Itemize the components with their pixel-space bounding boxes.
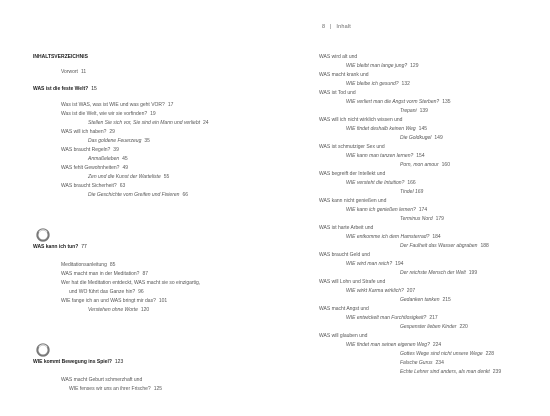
toc-entry-title: Echte Lehrer sind anders, als man denkt xyxy=(400,369,490,375)
toc-entry-title: WAS ist schmutziger Sex und xyxy=(319,144,385,150)
toc-entry-title: WIE kann man tanzen lernen? xyxy=(346,153,414,159)
toc-entry xyxy=(319,225,373,231)
toc-entry-page: 234 xyxy=(435,360,444,366)
toc-entry-title: Das goldene Feuerzeug xyxy=(88,138,142,144)
toc-entry-page: 239 xyxy=(492,369,502,375)
toc-entry xyxy=(346,234,441,240)
toc-entry-title: Trepani xyxy=(400,108,417,114)
toc-entry xyxy=(319,90,356,96)
toc-entry-title: WIE entwickelt man Furchtlosigkeit? xyxy=(346,315,427,321)
toc-entry-title: WIE kann ich genießen lernen? xyxy=(346,207,416,213)
toc-entry-page: 228 xyxy=(485,351,494,357)
toc-entry xyxy=(88,138,150,144)
toc-entry-title: WAS wird alt und xyxy=(319,54,358,60)
toc-entry xyxy=(400,369,501,375)
toc-entry xyxy=(88,156,128,162)
toc-entry-title: Verstehen ohne Worte xyxy=(88,307,138,313)
toc-entry xyxy=(346,153,425,159)
toc-entry-page: 132 xyxy=(401,81,410,87)
toc-entry xyxy=(33,54,88,60)
toc-entry-title: Tindel 169 xyxy=(400,189,424,195)
toc-entry-page: 199 xyxy=(468,270,478,276)
toc-entry-page: 160 xyxy=(441,162,450,168)
toc-entry-title: WAS ist Tod und xyxy=(319,90,356,96)
toc-entry-page: 135 xyxy=(442,99,451,105)
toc-entry xyxy=(400,270,477,276)
toc-entry-title: Gedanken tanken xyxy=(400,297,440,303)
toc-entry xyxy=(400,216,444,222)
toc-entry xyxy=(319,333,367,339)
toc-entry-title: WAS kann nicht genießen und xyxy=(319,198,387,204)
toc-entry-page: 149 xyxy=(434,135,443,141)
toc-entry-title: WAS will ich nicht wirklich wissen und xyxy=(319,117,403,123)
toc-entry-title: Meditationsanleitung xyxy=(61,262,107,268)
toc-entry-title: WAS kann ich tun? xyxy=(33,244,79,250)
header-page-number: 8 xyxy=(322,24,326,30)
toc-entry-page: 39 xyxy=(113,147,119,153)
toc-entry-title: WAS macht Angst und xyxy=(319,306,369,312)
toc-entry-title: WIE bleibe ich gesund? xyxy=(346,81,399,87)
toc-entry-title: Porn, mon amour xyxy=(400,162,439,168)
toc-entry xyxy=(319,198,386,204)
toc-entry xyxy=(400,243,489,249)
toc-entry xyxy=(346,63,419,69)
toc-entry xyxy=(61,262,115,268)
toc-entry-page: 77 xyxy=(81,244,87,250)
toc-entry-page: 19 xyxy=(150,111,156,117)
toc-entry-page: 87 xyxy=(142,271,149,277)
toc-entry xyxy=(33,359,123,365)
toc-entry xyxy=(61,69,86,75)
toc-entry xyxy=(319,117,402,123)
toc-entry xyxy=(61,377,142,383)
toc-entry xyxy=(61,129,115,135)
toc-entry xyxy=(400,162,450,168)
toc-entry-title: WAS will ich haben? xyxy=(61,129,107,135)
toc-entry xyxy=(61,165,128,171)
toc-entry-title: Die Goldkugel xyxy=(400,135,432,141)
toc-entry xyxy=(88,174,169,180)
toc-entry-title: WIE wirkt Karma wirklich? xyxy=(346,288,404,294)
toc-entry xyxy=(346,261,403,267)
toc-entry xyxy=(400,324,468,330)
toc-entry-title: WIE versteht die Intuition? xyxy=(346,180,405,186)
toc-entry xyxy=(346,315,438,321)
toc-entry xyxy=(319,144,385,150)
toc-entry xyxy=(400,297,451,303)
toc-entry-title: WIE bleibt man lange jung? xyxy=(346,63,408,69)
toc-entry-page: 85 xyxy=(109,262,116,268)
toc-entry xyxy=(33,244,87,250)
toc-entry xyxy=(69,386,162,392)
toc-entry-page: 123 xyxy=(114,359,124,365)
toc-entry-page: 224 xyxy=(432,342,442,348)
toc-entry xyxy=(61,183,125,189)
toc-entry-page: 66 xyxy=(182,192,188,198)
toc-entry-title: WAS fehlt Gewohnheiten? xyxy=(61,165,120,171)
toc-entry-title: WAS ist harte Arbeit und xyxy=(319,225,374,231)
toc-entry xyxy=(346,99,451,105)
toc-entry-page: 174 xyxy=(418,207,428,213)
toc-entry-title: WAS macht Geburt schmerzhaft und xyxy=(61,377,143,383)
toc-entry-title: WIE findet man seinen eigenen Weg? xyxy=(346,342,430,348)
lotus-icon-1 xyxy=(36,228,50,242)
toc-entry xyxy=(319,252,370,258)
toc-entry-title: Stellen Sie sich vor, Sie sind ein Mann und verliebt xyxy=(88,120,201,126)
toc-entry xyxy=(61,280,200,286)
toc-entry-title: WAS will Lohn und Strafe und xyxy=(319,279,386,285)
toc-entry-title: Wer hat die Meditation entdeckt, WAS macht sie so einzigartig, xyxy=(61,280,201,286)
toc-entry-page: 63 xyxy=(119,183,126,189)
toc-entry xyxy=(400,135,443,141)
toc-entry-title: Die Geschichte vom Greifen und Fixieren xyxy=(88,192,180,198)
toc-entry-title: WAS ist die feste Welt? xyxy=(33,86,89,92)
toc-entry-page: 15 xyxy=(91,86,97,92)
toc-entry-title: Was ist die Welt, wie wir sie vorfinden? xyxy=(61,111,148,117)
toc-entry xyxy=(346,342,441,348)
toc-entry xyxy=(346,288,415,294)
toc-entry-page: 24 xyxy=(203,120,209,126)
toc-entry-page: 45 xyxy=(122,156,128,162)
toc-entry xyxy=(400,108,428,114)
toc-entry xyxy=(61,271,148,277)
toc-entry-title: WIE verliert man die Angst vorm Sterben? xyxy=(346,99,440,105)
toc-entry-page: 17 xyxy=(167,102,174,108)
toc-entry-page: 35 xyxy=(144,138,150,144)
toc-entry-page: 139 xyxy=(419,108,428,114)
toc-entry-page: 188 xyxy=(480,243,489,249)
toc-entry-title: Gottes Wege sind nicht unsere Wege xyxy=(400,351,483,357)
toc-entry-page: 120 xyxy=(140,307,150,313)
toc-entry-title: Vorwort xyxy=(61,69,78,75)
toc-entry-page: 217 xyxy=(429,315,438,321)
toc-entry xyxy=(319,306,369,312)
toc-entry-page: 55 xyxy=(163,174,170,180)
toc-entry xyxy=(61,298,167,304)
toc-entry-page: 166 xyxy=(407,180,416,186)
toc-entry xyxy=(400,189,423,195)
toc-entry-page: 184 xyxy=(432,234,441,240)
toc-entry-page: 49 xyxy=(122,165,129,171)
toc-entry-page: 154 xyxy=(416,153,425,159)
toc-entry-title: WAS braucht Regeln? xyxy=(61,147,111,153)
toc-entry xyxy=(400,360,444,366)
toc-entry xyxy=(319,72,369,78)
toc-entry xyxy=(88,307,149,313)
toc-entry-title: Gespenster lieben Kinder xyxy=(400,324,457,330)
toc-entry-title: Der Faulheit das Wasser abgraben xyxy=(400,243,478,249)
toc-entry-title: Was ist WAS, was ist WIE und was geht VOR? xyxy=(61,102,165,108)
toc-entry-page: 125 xyxy=(153,386,163,392)
toc-entry-title: WIE fange ich an und WAS bringt mir das? xyxy=(61,298,156,304)
header-separator: | xyxy=(330,24,332,30)
header-title: Inhalt xyxy=(336,24,352,30)
toc-entry-page: 11 xyxy=(80,69,87,75)
toc-entry-title: WAS macht krank und xyxy=(319,72,369,78)
toc-entry-page: 179 xyxy=(435,216,444,222)
toc-entry xyxy=(319,171,385,177)
toc-entry xyxy=(346,126,427,132)
toc-entry-page: 194 xyxy=(395,261,404,267)
toc-entry xyxy=(61,111,156,117)
toc-entry-title: INHALTSVERZEICHNIS xyxy=(33,54,88,60)
toc-entry-title: Falsche Gurus xyxy=(400,360,433,366)
toc-entry xyxy=(88,120,209,126)
toc-entry-page: 220 xyxy=(459,324,468,330)
toc-entry xyxy=(346,81,410,87)
toc-entry xyxy=(319,279,385,285)
toc-entry xyxy=(61,102,173,108)
toc-entry-page: 145 xyxy=(418,126,428,132)
toc-entry-title: WIE entkomme ich dem Hamsterrad? xyxy=(346,234,430,240)
toc-entry xyxy=(33,86,97,92)
toc-entry-title: und WO führt das Ganze hin? xyxy=(69,289,136,295)
toc-entry-title: Der reichste Mensch der Welt xyxy=(400,270,466,276)
toc-entry-title: WIE fenses wir uns an ihrer Frische? xyxy=(69,386,151,392)
toc-entry xyxy=(69,289,144,295)
toc-entry-title: WAS macht man in der Meditation? xyxy=(61,271,140,277)
toc-entry-page: 101 xyxy=(158,298,168,304)
lotus-icon-2 xyxy=(36,343,50,357)
toc-entry xyxy=(346,207,427,213)
toc-entry-page: 29 xyxy=(109,129,115,135)
toc-entry-page: 215 xyxy=(442,297,451,303)
toc-entry-title: WAS braucht Geld und xyxy=(319,252,370,258)
toc-entry-page: 96 xyxy=(138,289,144,295)
toc-entry xyxy=(319,54,357,60)
toc-entry-title: WAS braucht Sicherheit? xyxy=(61,183,117,189)
toc-entry-title: WIE wird man reich? xyxy=(346,261,393,267)
toc-entry xyxy=(400,351,494,357)
toc-entry-title: WAS will glauben und xyxy=(319,333,368,339)
toc-entry-title: WAS begreift der Intellekt und xyxy=(319,171,386,177)
toc-entry-title: Zen und die Kunst der Warteliste xyxy=(88,174,161,180)
toc-entry xyxy=(61,147,119,153)
toc-entry-page: 129 xyxy=(410,63,419,69)
toc-entry-title: WIE kommt Bewegung ins Spiel? xyxy=(33,359,112,365)
right-page xyxy=(275,0,550,416)
toc-entry-title: WIE findet deshalb keinen Weg xyxy=(346,126,416,132)
toc-entry-page: 207 xyxy=(406,288,416,294)
toc-entry xyxy=(88,192,188,198)
toc-entry xyxy=(346,180,416,186)
toc-entry-title: Anmaßeleben xyxy=(88,156,120,162)
toc-entry-title: Terminus Nord xyxy=(400,216,433,222)
